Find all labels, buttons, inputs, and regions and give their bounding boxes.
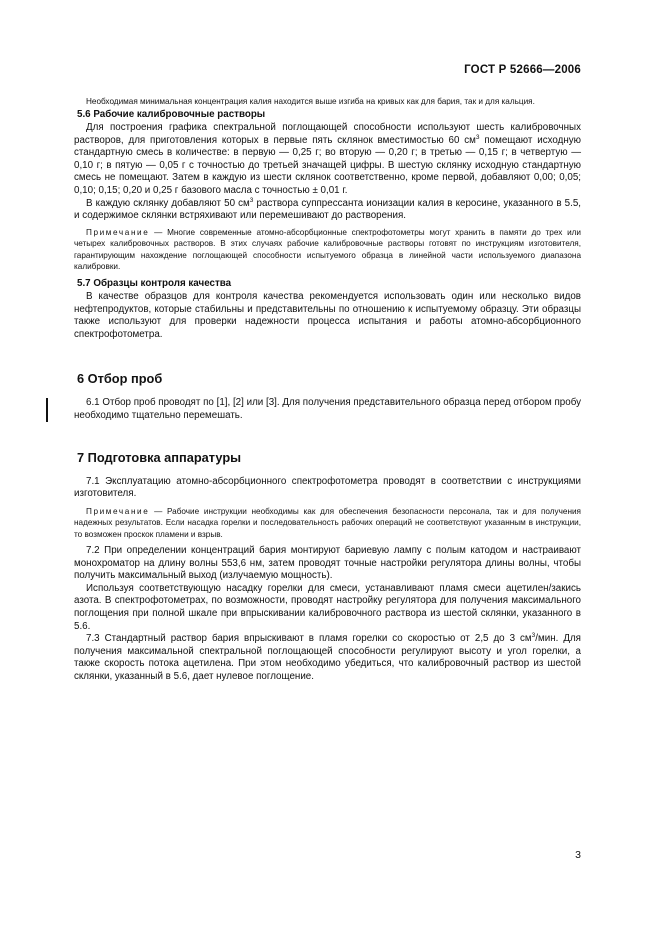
change-marker-bar	[46, 398, 48, 422]
section-6-title: 6 Отбор проб	[77, 371, 163, 387]
section-7-paragraph-4: 7.3 Стандартный раствор бария впрыскивают в пламя горелки со скоростью от 2,5 до 3 $см^3$/мин. Для получения максимальной спектральной поглощающей способности регулируют высоту и угол горелки, а также скорость потока ацетилена. При этом необходимо убедиться, что калибровочный раствор из шестой склянки, указанный в 5.6, дает нулевое поглощение.	[74, 632, 581, 682]
section-5-7-paragraph-1: В качестве образцов для контроля качества рекомендуется использовать один или несколько видов нефтепродуктов, которые стабильны и представительны по отношению к испытуемому образцу. Эти образцы также используют для проверки надежности процесса испытания и работы атомно-абсорбционного спектрофотометра.	[74, 290, 581, 340]
intro-note: Необходимая минимальная концентрация калия находится выше изгиба на кривых как для бария, так и для кальция.	[86, 97, 535, 106]
note-label: Примечание	[86, 227, 150, 237]
section-5-6-title: 5.6 Рабочие калибровочные растворы	[77, 109, 266, 121]
section-5-7-title: 5.7 Образцы контроля качества	[77, 278, 232, 290]
section-7-paragraph-3: Используя соответствующую насадку горелки для смеси, устанавливают пламя смеси ацетилен/закись азота. В спектрофотометрах, по возможности, проводят настройку регулятора для получения максимального поглощения при полной шкале при впрыскивании калибровочного раствора из шестой склянки, указанного в 5.6.	[74, 582, 581, 632]
section-7-note: Примечание — Рабочие инструкции необходимы как для обеспечения безопасности персонала, так и для получения надежных результатов. Если насадка горелки и последовательность рабочих операций не соответствуют указанным в инструкции, то возможен проскок пламени и взрыв.	[74, 506, 581, 539]
section-6-body	[74, 397, 581, 422]
section-7-paragraph-1: 7.1 Эксплуатацию атомно-абсорбционного спектрофотометра проводят в соответствии с инструкциями изготовителя.	[74, 475, 581, 500]
section-5-6-note: Примечание — Многие современные атомно-абсорбционные спектрофотометры могут хранить в памяти до трех или четырех калибровочных растворов. В этих случаях рабочие калибровочные растворы готовят по инструкциям изготовителя, гарантирующим нахождение поглощающей способности испытуемого образца в линейной части используемого диапазона калибровки.	[74, 227, 581, 271]
section-7-paragraph-2: 7.2 При определении концентраций бария монтируют бариевую лампу с полым катодом и настраивают монохроматор на длину волны 553,6 нм, затем проводят точные настройки регулятора длины волны, чтобы получить максимальный выход (излучаемую мощность).	[74, 544, 581, 582]
page-number: 3	[575, 849, 581, 861]
section-5-6-paragraph-2: В каждую склянку добавляют 50 $см^3$ раствора суппрессанта ионизации калия в керосине, указанного в 5.5, и содержимое склянки встряхивают или перемешивают до растворения.	[74, 196, 581, 222]
note-label: Примечание	[86, 506, 150, 516]
page-content	[74, 96, 581, 683]
section-7-title: 7 Подготовка аппаратуры	[77, 449, 242, 465]
section-6-paragraph-1: 6.1 Отбор проб проводят по [1], [2] или [3]. Для получения представительного образца перед отбором пробу необходимо тщательно перемешать.	[74, 397, 581, 421]
standard-code: ГОСТ Р 52666—2006	[464, 64, 581, 76]
section-5-6-paragraph-1: Для построения графика спектральной поглощающей способности используют шесть калибровочных растворов, для приготовления которых в первые пять склянок вместимостью 60 $см^3$ помещают исходную стандартную смесь в количестве: в первую — 0,25 г; во вторую — 0,20 г; в третью — 0,15 г; в четвертую — 0,10 г; в пятую — 0,05 г с точностью до третьей значащей цифры. В шестую склянку исходную стандартную смесь не помещают. Затем в каждую из шести склянок соответственно, кроме первой, добавляют 0,00; 0,05; 0,10; 0,15; 0,20 и 0,25 г базового масла с точностью ± 0,01 г.	[74, 122, 581, 196]
